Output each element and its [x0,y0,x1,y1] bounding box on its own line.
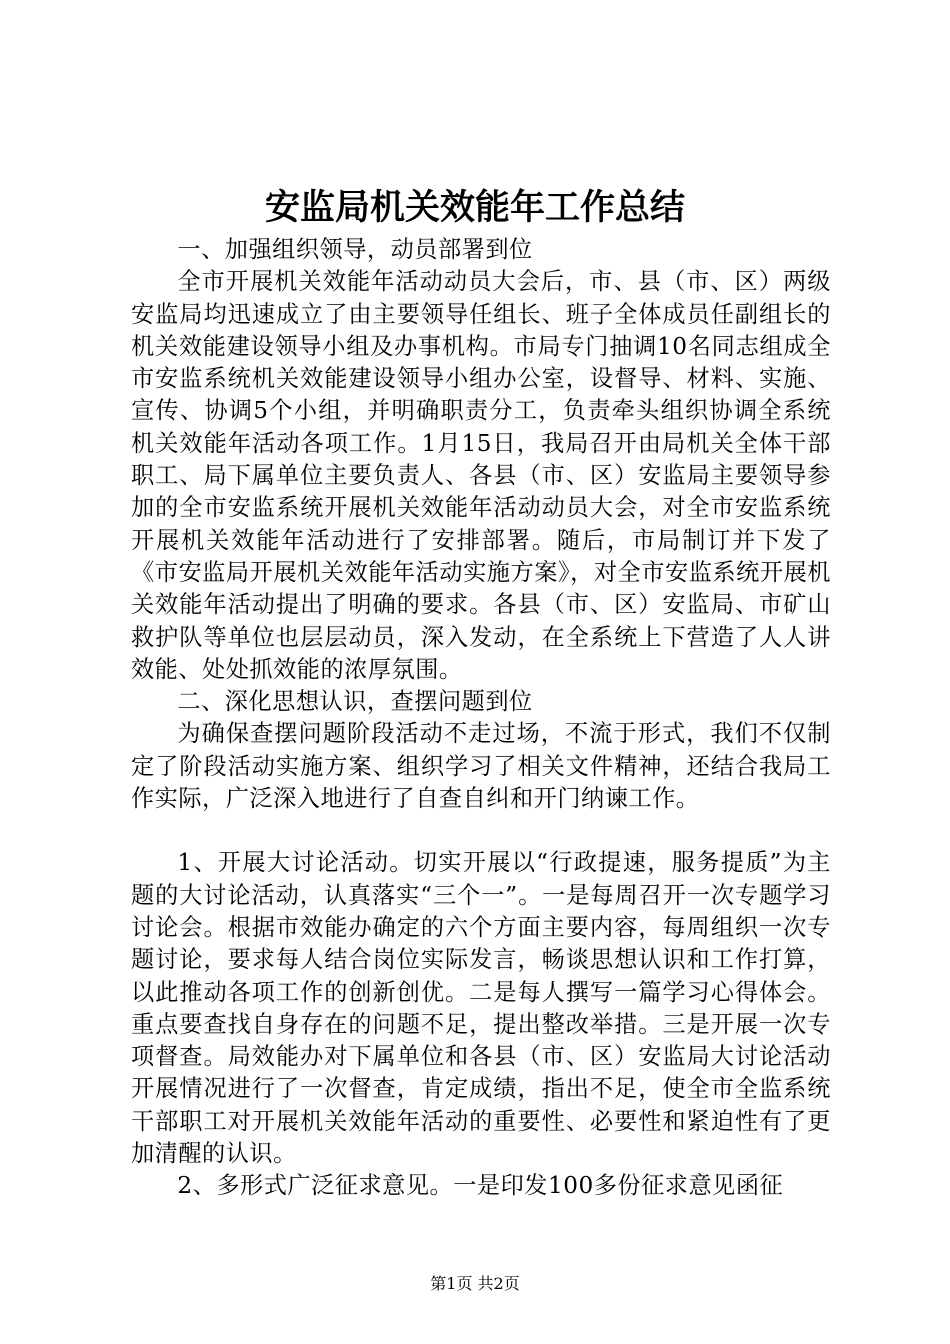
document-title: 安监局机关效能年工作总结 [264,187,685,228]
document-body [131,234,831,1203]
section-heading-2: 二、深化思想认识，查摆问题到位 [177,688,533,716]
paragraph-3: 1、开展大讨论活动。切实开展以“行政提速，服务提质”为主题的大讨论活动，认真落实“三个一”。一是每周召开一次专题学习讨论会。根据市效能办确定的六个方面主要内容，每周组织一次专题讨论，要求每人结合岗位实际发言，畅谈思想认识和工作打算，以此推动各项工作的创新创优。二是每人撰写一篇学习心得体会。重点要查找自身存在的问题不足，提出整改举措。三是开展一次专项督查。局效能办对下属单位和各县（市、区）安监局大讨论活动开展情况进行了一次督查，肯定成绩，指出不足，使全市全监系统干部职工对开展机关效能年活动的重要性、必要性和紧迫性有了更加清醒的认识。 [131,849,831,1168]
paragraph-2: 为确保查摆问题阶段活动不走过场，不流于形式，我们不仅制定了阶段活动实施方案、组织学习了相关文件精神，还结合我局工作实际，广泛深入地进行了自查自纠和开门纳谏工作。 [131,720,831,813]
page-number-footer: 第1页 共2页 [430,1274,520,1293]
paragraph-4: 2、多形式广泛征求意见。一是印发100多份征求意见函征 [177,1172,784,1200]
paragraph-1: 全市开展机关效能年活动动员大会后，市、县（市、区）两级安监局均迅速成立了由主要领导任组长、班子全体成员任副组长的机关效能建设领导小组及办事机构。市局专门抽调10名同志组成全市安监系统机关效能建设领导小组办公室，设督导、材料、实施、宣传、协调5个小组，并明确职责分工，负责牵头组织协调全系统机关效能年活动各项工作。1月15日，我局召开由局机关全体干部职工、局下属单位主要负责人、各县（市、区）安监局主要领导参加的全市安监系统开展机关效能年活动动员大会，对全市安监系统开展机关效能年活动进行了安排部署。随后，市局制订并下发了《市安监局开展机关效能年活动实施方案》，对全市安监系统开展机关效能年活动提出了明确的要求。各县（市、区）安监局、市矿山救护队等单位也层层动员，深入发动，在全系统上下营造了人人讲效能、处处抓效能的浓厚氛围。 [131,268,831,683]
section-heading-1: 一、加强组织领导，动员部署到位 [177,236,533,263]
paragraph-spacer [131,815,831,847]
